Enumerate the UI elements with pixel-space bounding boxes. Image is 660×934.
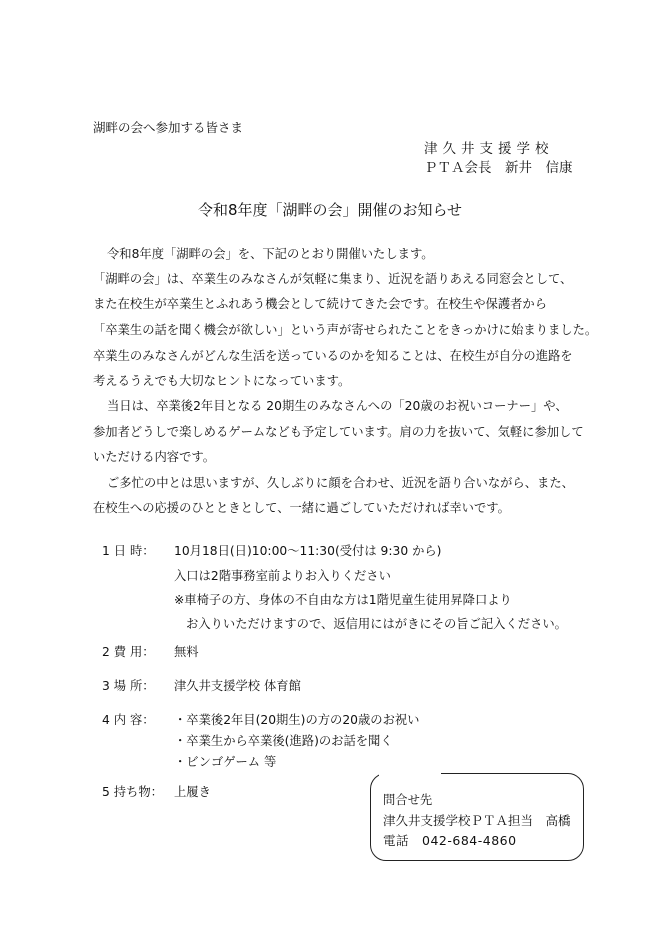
content-item: ・卒業生から卒業後(進路)のお話を聞く bbox=[174, 734, 393, 748]
body-line: 卒業生のみなさんがどんな生活を送っているのかを知ることは、在校生が自分の進路を bbox=[93, 349, 573, 363]
body-line: 在校生への応援のひとときとして、一緒に過ごしていただければ幸いです。 bbox=[93, 501, 510, 515]
venue-label: 3 場 所： bbox=[102, 679, 155, 693]
venue-value: 津久井支援学校 体育館 bbox=[174, 679, 301, 693]
body-line: 「湖畔の会」は、卒業生のみなさんが気軽に集まり、近況を語りあえる同窓会として、 bbox=[93, 272, 573, 286]
body-line: また在校生が卒業生とふれあう機会として続けてきた会です。在校生や保護者から bbox=[93, 297, 548, 311]
addressee: 湖畔の会へ参加する皆さま bbox=[93, 120, 244, 135]
fee-value: 無料 bbox=[174, 645, 199, 659]
sender-pta-president: ＰＴＡ会長 新井 信康 bbox=[424, 160, 573, 176]
content-item: ・卒業後2年目(20期生)の方の20歳のお祝い bbox=[174, 713, 420, 727]
date-label: 1 日 時： bbox=[102, 544, 155, 558]
body-line: 参加者どうしで楽しめるゲームなども予定しています。肩の力を抜いて、気軽に参加して bbox=[93, 425, 584, 439]
body-line: いただける内容です。 bbox=[93, 450, 215, 464]
body-line: 考えるうえでも大切なヒントになっています。 bbox=[93, 374, 351, 388]
body-line: ご多忙の中とは思いますが、久しぶりに顔を合わせ、近況を語り合いながら、また、 bbox=[107, 476, 574, 490]
document-title: 令和8年度「湖畔の会」開催のお知らせ bbox=[197, 201, 463, 219]
contact-box-border-gap bbox=[379, 770, 441, 780]
contact-organization: 津久井支援学校ＰＴＡ担当 高橋 bbox=[383, 813, 571, 828]
contact-heading: 問合せ先 bbox=[383, 793, 433, 807]
date-value: 10月18日(日)10:00～11:30(受付は 9:30 から) bbox=[174, 544, 442, 558]
date-note: ※車椅子の方、身体の不自由な方は1階児童生徒用昇降口より bbox=[174, 593, 512, 607]
date-note: 入口は2階事務室前よりお入りください bbox=[174, 569, 391, 583]
belongings-value: 上履き bbox=[174, 785, 211, 799]
content-item: ・ビンゴゲーム 等 bbox=[174, 755, 277, 769]
belongings-label: 5 持ち物： bbox=[102, 785, 163, 799]
fee-label: 2 費 用： bbox=[102, 645, 155, 659]
content-label: 4 内 容： bbox=[102, 713, 155, 727]
body-line: 令和8年度「湖畔の会」を、下記のとおり開催いたします。 bbox=[107, 247, 434, 261]
contact-box bbox=[370, 773, 584, 861]
date-note: お入りいただけますので、返信用にはがきにその旨ご記入ください。 bbox=[186, 617, 567, 631]
body-line: 当日は、卒業後2年目となる 20期生のみなさんへの「20歳のお祝いコーナー」や、 bbox=[107, 399, 568, 413]
sender-school: 津久井支援学校 bbox=[424, 141, 554, 157]
body-line: 「卒業生の話を聞く機会が欲しい」という声が寄せられたことをきっかけに始まりました。 bbox=[93, 323, 598, 337]
contact-phone: 電話 042-684-4860 bbox=[383, 833, 517, 848]
